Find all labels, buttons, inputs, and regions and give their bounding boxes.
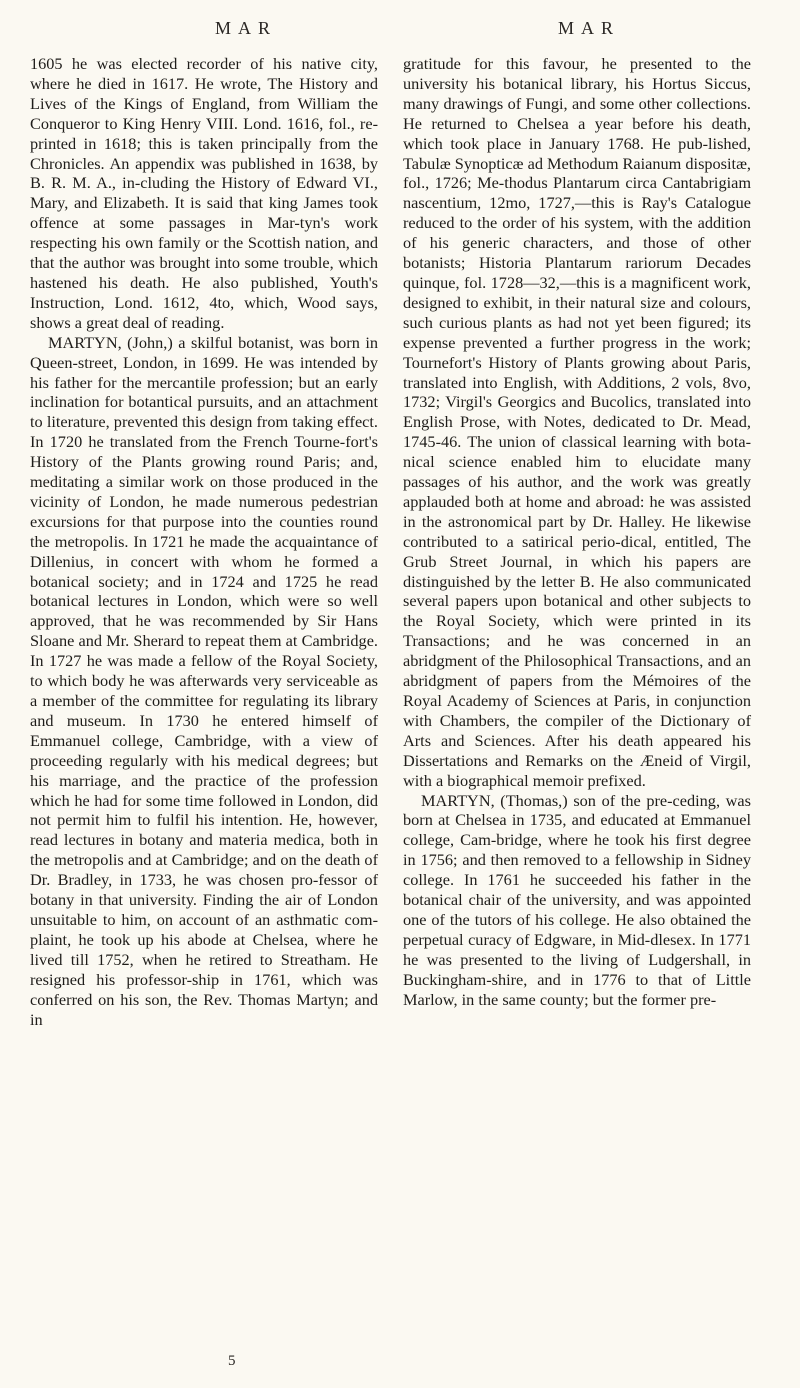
paragraph-martyn-thomas: MARTYN, (Thomas,) son of the pre-ceding, was born at Chelsea in 1735, and educated at Emmanuel college, Cam-bridge, where he took his first degree in 1756; and then removed to a fellowship in Sidney college. In 1761 he succeeded his father in the botanical chair of the university, and was appointed one of the tutors of his college. He also obtained the perpetual curacy of Edgware, in Mid-dlesex. In 1771 he was presented to the living of Ludgershall, in Buckingham-shire, and in 1776 to that of Little Marlow, in the same county; but the former pre-: [403, 790, 751, 1009]
right-column: [403, 54, 751, 1010]
paragraph-martyn-john: MARTYN, (John,) a skilful botanist, was born in Queen-street, London, in 1699. He was intended by his father for the mercantile profession; but an early inclination for botantical pursuits, and an attachment to literature, prevented this design from taking effect. In 1720 he translated from the French Tourne-fort's History of the Plants growing round Paris; and, meditating a similar work on those produced in the vicinity of London, he made numerous pedestrian excursions for that purpose into the counties round the metropolis. In 1721 he made the acquaintance of Dillenius, in concert with whom he formed a botanical society; and in 1724 and 1725 he read botanical lectures in London, which were so well approved, that he was recommended by Sir Hans Sloane and Mr. Sherard to repeat them at Cambridge. In 1727 he was made a fellow of the Royal Society, to which body he was afterwards very serviceable as a member of the committee for regulating its library and museum. In 1730 he entered himself of Emmanuel college, Cambridge, with a view of proceeding regularly with his medical degrees; but his marriage, and the practice of the profession which he had for some time followed in London, did not permit him to fulfil his intention. He, however, read lectures in botany and materia medica, both in the metropolis and at Cambridge; and on the death of Dr. Bradley, in 1733, he was chosen pro-fessor of botany in that university. Finding the air of London unsuitable to him, on account of an asthmatic com-plaint, he took up his abode at Chelsea, where he lived till 1752, when he retired to Streatham. He resigned his professor-ship in 1761, which was conferred on his son, the Rev. Thomas Martyn; and in: [30, 332, 378, 1029]
paragraph-martyn-john-continued: gratitude for this favour, he presented to the university his botanical library, his Hortus Siccus, many drawings of Fungi, and some other collections. He returned to Chelsea a year before his death, which took place in January 1768. He pub-lished, Tabulæ Synopticæ ad Methodum Raianum dispositæ, fol., 1726; Me-thodus Plantarum circa Cantabrigiam nascentium, 12mo, 1727,—this is Ray's Catalogue reduced to the order of his system, with the addition of his generic characters, and those of other botanists; Historia Plantarum rariorum Decades quinque, fol. 1728—32,—this is a magnificent work, designed to exhibit, in their natural size and colours, such curious plants as had not yet been figured; its expense prevented a further progress in the work; Tournefort's History of Plants growing about Paris, translated into English, with Additions, 2 vols, 8vo, 1732; Virgil's Georgics and Bucolics, translated into English Prose, with Notes, dedicated to Dr. Mead, 1745-46. The union of classical learning with bota-nical science enabled him to elucidate many passages of his author, and the work was greatly applauded both at home and abroad: he was assisted in the astronomical part by Dr. Halley. He likewise contributed to a satirical perio-dical, entitled, The Grub Street Journal, in which his papers are distinguished by the letter B. He also communicated several papers upon botanical and other subjects to the Royal Society, which were printed in its Transactions; and he was concerned in an abridgment of the Philosophical Transactions, and an abridgment of papers from the Mémoires of the Royal Academy of Sciences at Paris, in conjunction with Chambers, the compiler of the Dictionary of Arts and Sciences. After his death appeared his Dissertations and Remarks on the Æneid of Virgil, with a biographical memoir prefixed.: [403, 54, 751, 790]
page-number: 5: [228, 1353, 236, 1369]
running-header-right: MAR: [558, 18, 621, 38]
left-column: [30, 54, 378, 1029]
running-header-left: MAR: [215, 18, 278, 38]
paragraph-continued: 1605 he was elected recorder of his native city, where he died in 1617. He wrote, The History and Lives of the Kings of England, from William the Conqueror to King Henry VIII. Lond. 1616, fol., re-printed in 1618; this is taken principally from the Chronicles. An appendix was published in 1638, by B. R. M. A., in-cluding the History of Edward VI., Mary, and Elizabeth. It is said that king James took offence at some passages in Mar-tyn's work respecting his own family or the Scottish nation, and that the author was brought into some trouble, which hastened his death. He also published, Youth's Instruction, Lond. 1612, 4to, which, Wood says, shows a great deal of reading.: [30, 54, 378, 332]
